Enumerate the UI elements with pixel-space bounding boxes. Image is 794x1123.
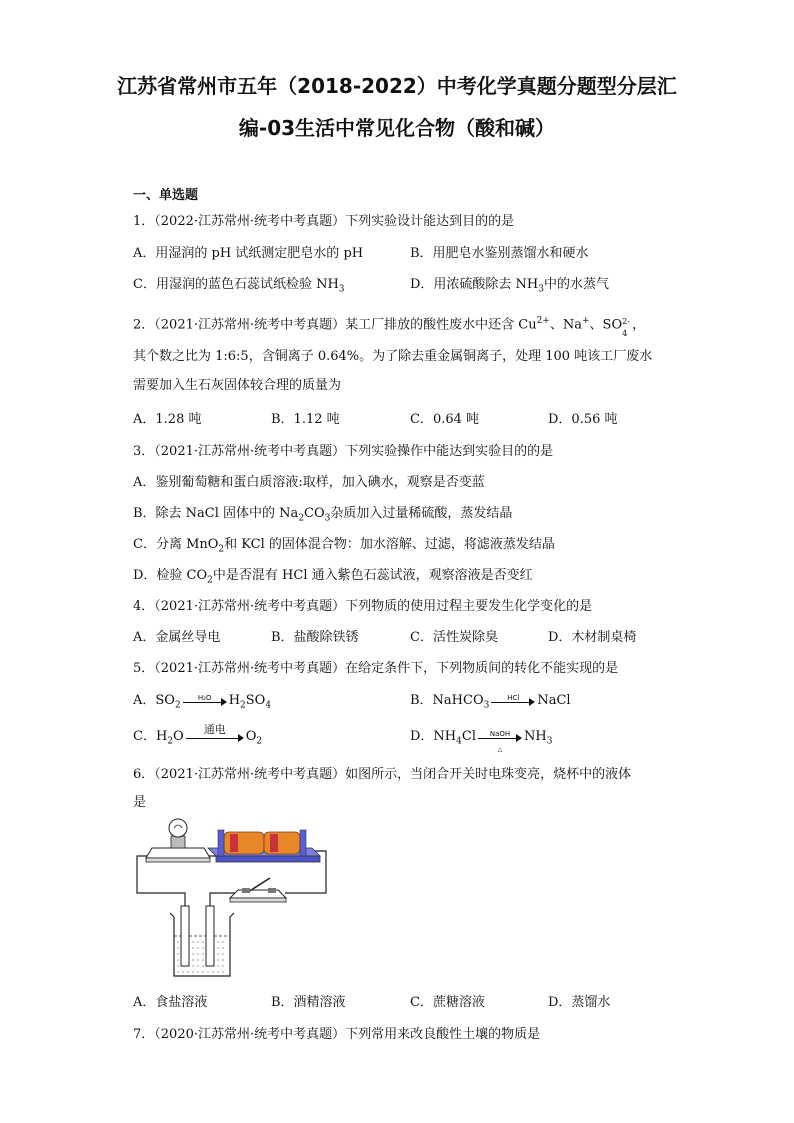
q5-option-c: C．$H_2O$ 通电 $O_2$ [133, 722, 263, 747]
q3-stem: 3．（2021·江苏常州·统考中考真题）下列实验操作中能达到实验目的的是 [133, 444, 554, 459]
section-heading: 一、单选题 [133, 188, 199, 203]
q4-option-c: C．活性炭除臭 [410, 630, 498, 645]
q7-stem: 7．（2020·江苏常州·统考中考真题）下列常用来改良酸性土壤的物质是 [133, 1027, 541, 1042]
q2-line2: 其个数之比为 1:6:5，含铜离子 0.64%。为了除去重金属铜离子，处理 100 吨该工厂废水 [133, 349, 653, 364]
bulb-icon [146, 819, 210, 862]
q4-option-b: B．盐酸除铁锈 [271, 630, 359, 645]
q5-option-d: D．$NH_4Cl$ NaOH △ $NH_3$ [410, 729, 553, 753]
q2-option-d: D．0.56 吨 [548, 412, 618, 427]
q6-option-c: C．蔗糖溶液 [410, 995, 485, 1010]
q3-option-b: B．除去 NaCl 固体中的 $Na_2CO_3$杂质加入过量稀硫酸，蒸发结晶 [133, 506, 513, 524]
reaction-arrow: H₂O [183, 694, 227, 708]
q4-option-a: A．金属丝导电 [133, 630, 221, 645]
q2-option-b: B．1.12 吨 [271, 412, 340, 427]
q3-option-c: C．分离 MnO$_2$和 KCl 的固体混合物：加水溶解、过滤，将滤液蒸发结晶 [133, 537, 555, 555]
q2-option-a: A．1.28 吨 [133, 412, 202, 427]
q1-option-c: C．用湿润的蓝色石蕊试纸检验 $NH_3$ [133, 277, 345, 295]
battery-icon [208, 830, 320, 862]
q6-option-b: B．酒精溶液 [271, 995, 346, 1010]
q1-option-a: A．用湿润的 pH 试纸测定肥皂水的 pH [133, 246, 364, 261]
q6-stem: 6．（2021·江苏常州·统考中考真题）如图所示，当闭合开关时电珠变亮，烧杯中的液体 [133, 767, 632, 782]
q1-option-b: B．用肥皂水鉴别蒸馏水和硬水 [410, 246, 589, 261]
q3-option-d: D．检验 $CO_2$中是否混有 HCl 通入紫色石蕊试液，观察溶液是否变红 [133, 568, 533, 586]
switch-icon [230, 878, 286, 902]
doc-title-line2: 编-03生活中常见化合物（酸和碱） [238, 116, 556, 140]
reaction-arrow: 通电 [186, 730, 244, 744]
q2-line3: 需要加入生石灰固体较合理的质量为 [133, 378, 342, 393]
q3-option-a: A．鉴别葡萄糖和蛋白质溶液:取样，加入碘水，观察是否变蓝 [133, 475, 485, 490]
doc-title-line1: 江苏省常州市五年（2018-2022）中考化学真题分题型分层汇 [117, 74, 677, 98]
beaker-icon [170, 906, 234, 976]
reaction-arrow: HCl [491, 694, 535, 708]
q1-stem: 1．（2022·江苏常州·统考中考真题）下列实验设计能达到目的的是 [133, 214, 515, 229]
q6-option-a: A．食盐溶液 [133, 995, 208, 1010]
q2-option-c: C．0.64 吨 [410, 412, 480, 427]
circuit-diagram [130, 818, 340, 983]
q1-option-d: D．用浓硫酸除去 $NH_3$中的水蒸气 [410, 277, 610, 295]
q4-stem: 4．（2021·江苏常州·统考中考真题）下列物质的使用过程主要发生化学变化的是 [133, 599, 593, 614]
q6-option-d: D．蒸馏水 [548, 995, 611, 1010]
q4-option-d: D．木材制桌椅 [548, 630, 637, 645]
q5-option-b: B．NaHCO$_3$ HCl NaCl [410, 693, 571, 711]
reaction-arrow: NaOH △ [478, 730, 522, 744]
q5-stem: 5．（2021·江苏常州·统考中考真题）在给定条件下，下列物质间的转化不能实现的是 [133, 661, 619, 676]
q2-stem: 2．（2021·江苏常州·统考中考真题）某工厂排放的酸性废水中还含 $Cu^{2+}$、Na+、SO 2- 4 ， [133, 316, 646, 338]
q6-stem-line2: 是 [133, 795, 147, 810]
q5-option-a: A．$SO_2$ H₂O $H_2SO_4$ [133, 693, 272, 711]
